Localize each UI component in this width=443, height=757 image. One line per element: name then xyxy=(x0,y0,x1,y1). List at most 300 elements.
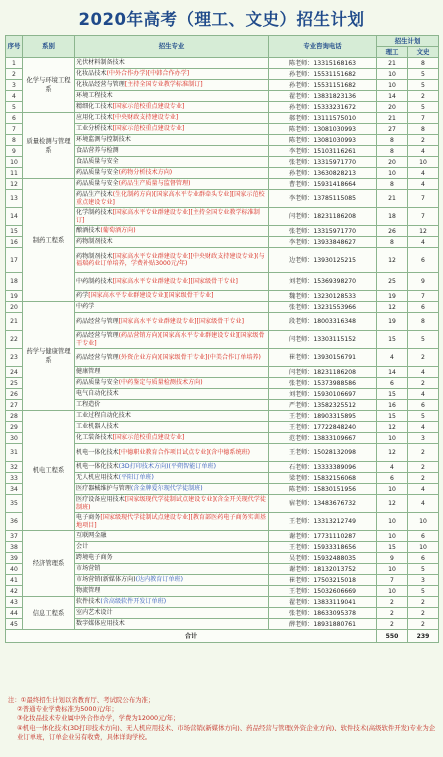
major-cell xyxy=(75,226,269,237)
major-name: 食品营养与检测 xyxy=(76,147,119,155)
contact-name: 严老师： xyxy=(288,401,314,409)
major-cell xyxy=(75,411,269,422)
science-quota: 10 xyxy=(377,484,408,495)
major-name: 健康管理 xyxy=(76,368,101,376)
science-quota: 10 xyxy=(377,513,408,531)
science-quota: 4 xyxy=(377,349,408,367)
department-cell: 制药工程系 xyxy=(23,179,75,302)
page-title: 2020年高考（理工、文史）招生计划 xyxy=(78,10,365,29)
row-index: 23 xyxy=(6,349,23,367)
major-name: 药物制剂技术 xyxy=(76,252,113,260)
contact-name: 张老师： xyxy=(288,227,314,235)
arts-quota: 12 xyxy=(408,226,439,237)
science-quota: 10 xyxy=(377,168,408,179)
phone-cell xyxy=(269,146,377,157)
arts-quota: 8 xyxy=(408,313,439,331)
department-cell: 经济管理系 xyxy=(23,531,75,597)
row-index: 38 xyxy=(6,542,23,553)
phone-number: 15931418664 xyxy=(313,180,357,188)
phone-cell xyxy=(269,80,377,91)
science-quota: 10 xyxy=(377,69,408,80)
major-note: (药品生产质量与监督管理) xyxy=(118,180,191,188)
phone-number: 15103116261 xyxy=(313,147,357,155)
major-cell xyxy=(75,168,269,179)
major-cell xyxy=(75,444,269,462)
phone-cell xyxy=(269,102,377,113)
contact-name: 谢老师： xyxy=(288,532,314,540)
phone-cell xyxy=(269,608,377,619)
row-index: 41 xyxy=(6,575,23,586)
major-cell xyxy=(75,102,269,113)
major-name: 工业过程自动化技术 xyxy=(76,412,131,420)
contact-name: 陈老师： xyxy=(288,485,314,493)
contact-name: 曹老师： xyxy=(288,180,314,188)
contact-name: 孙老师： xyxy=(288,169,314,177)
major-note: [国家高水平专业群建设专业][主持全国专业教学标准制订] xyxy=(76,209,260,224)
arts-quota: 4 xyxy=(408,389,439,400)
table-row xyxy=(6,58,439,69)
phone-cell xyxy=(269,444,377,462)
arts-quota: 5 xyxy=(408,586,439,597)
major-name: 跨境电子商务 xyxy=(76,554,113,562)
science-quota: 2 xyxy=(377,597,408,608)
phone-number: 13630828213 xyxy=(313,169,357,177)
contact-name: 王老师： xyxy=(288,449,314,456)
science-quota: 15 xyxy=(377,389,408,400)
science-quota: 15 xyxy=(377,411,408,422)
phone-number: 18231186208 xyxy=(313,213,357,220)
contact-name: 石老师： xyxy=(288,463,314,471)
department-cell: 机电工程系 xyxy=(23,411,75,531)
phone-cell xyxy=(269,135,377,146)
major-cell xyxy=(75,248,269,273)
science-quota: 19 xyxy=(377,313,408,331)
phone-number: 13483676732 xyxy=(313,500,357,507)
major-note: (含金牌爱尔现代学徒制班) xyxy=(130,485,203,493)
major-note: [国家示范校重点建设专业] xyxy=(112,103,185,111)
major-name: 药品质量与安全 xyxy=(76,379,119,387)
arts-quota: 4 xyxy=(408,179,439,190)
major-cell xyxy=(75,422,269,433)
major-name: 中药制药技术 xyxy=(76,277,113,285)
contact-name: 张老师： xyxy=(288,303,314,311)
major-cell xyxy=(75,473,269,484)
phone-cell xyxy=(269,179,377,190)
phone-number: 13831823136 xyxy=(313,92,357,100)
contact-name: 李老师： xyxy=(288,147,314,155)
major-name: 药品质量与安全 xyxy=(76,169,119,177)
contact-name: 宿老师： xyxy=(288,500,314,507)
major-note: (药物分析技术方向) xyxy=(118,169,173,177)
major-note: [国家高水平专业群建设专业][国家级骨干专业] xyxy=(112,277,238,285)
table-row xyxy=(6,113,439,124)
row-index: 29 xyxy=(6,422,23,433)
science-quota: 2 xyxy=(377,619,408,630)
major-name: 药学 xyxy=(76,292,89,300)
contact-name: 翟老师： xyxy=(288,92,314,100)
contact-name: 刘老师： xyxy=(288,278,314,285)
phone-number: 13930125215 xyxy=(313,256,357,264)
major-name: 药物制剂技术 xyxy=(76,238,113,246)
row-index: 22 xyxy=(6,331,23,349)
phone-number: 17731110287 xyxy=(313,532,357,540)
arts-quota: 4 xyxy=(408,168,439,179)
phone-number: 17722848240 xyxy=(313,423,357,431)
phone-number: 18003316348 xyxy=(313,318,357,325)
major-note: (达内教育订单班) xyxy=(135,576,184,584)
major-note: (葡萄酒方向) xyxy=(100,227,136,235)
science-quota: 10 xyxy=(377,433,408,444)
department-cell: 信息工程系 xyxy=(23,597,75,630)
major-cell xyxy=(75,302,269,313)
major-name: 电子商务 xyxy=(76,514,101,522)
phone-cell xyxy=(269,462,377,473)
footnote-line: ②普通专业学费标准为5000元/年； xyxy=(17,705,118,714)
total-arts: 239 xyxy=(408,630,439,643)
phone-cell xyxy=(269,113,377,124)
major-name: 医疗设备应用技术 xyxy=(76,496,125,504)
phone-cell xyxy=(269,157,377,168)
row-index: 19 xyxy=(6,291,23,302)
phone-cell xyxy=(269,349,377,367)
row-index: 10 xyxy=(6,157,23,168)
major-name: 精细化工技术 xyxy=(76,103,113,111)
arts-quota: 2 xyxy=(408,462,439,473)
row-index: 43 xyxy=(6,597,23,608)
contact-name: 刘老师： xyxy=(288,390,314,398)
header-major: 招生专业 xyxy=(75,36,269,58)
phone-number: 15832156068 xyxy=(313,474,357,482)
major-name: 药品经营与管理 xyxy=(76,332,119,340)
row-index: 42 xyxy=(6,586,23,597)
row-index: 24 xyxy=(6,367,23,378)
science-quota: 12 xyxy=(377,248,408,273)
arts-quota: 10 xyxy=(408,542,439,553)
major-cell xyxy=(75,575,269,586)
phone-number: 13081030993 xyxy=(313,125,357,133)
arts-quota: 4 xyxy=(408,422,439,433)
footnotes xyxy=(8,696,436,742)
major-cell xyxy=(75,91,269,102)
table-row xyxy=(6,531,439,542)
major-note: (含高级软件开发订单班) xyxy=(100,598,167,606)
major-cell xyxy=(75,331,269,349)
row-index: 27 xyxy=(6,400,23,411)
major-cell xyxy=(75,237,269,248)
phone-number: 13111575010 xyxy=(313,114,357,122)
contact-name: 李老师： xyxy=(288,238,314,246)
table-row xyxy=(6,302,439,313)
arts-quota: 10 xyxy=(408,513,439,531)
contact-name: 谢老师： xyxy=(288,565,314,573)
science-quota: 21 xyxy=(377,58,408,69)
row-index: 30 xyxy=(6,433,23,444)
contact-name: 郝老师： xyxy=(288,114,314,122)
department-cell: 质量检测与管理系 xyxy=(23,113,75,179)
contact-name: 陈老师： xyxy=(288,136,314,144)
major-name: 软件技术 xyxy=(76,598,101,606)
phone-number: 18903315895 xyxy=(313,412,357,420)
arts-quota: 9 xyxy=(408,273,439,291)
phone-cell xyxy=(269,69,377,80)
row-index: 25 xyxy=(6,378,23,389)
major-note: (中药鉴定与质量检测技术方向) xyxy=(118,379,203,387)
phone-number: 18931880761 xyxy=(313,620,357,628)
row-index: 40 xyxy=(6,564,23,575)
contact-name: 翟老师： xyxy=(288,598,314,606)
row-index: 15 xyxy=(6,226,23,237)
major-name: 环境监测与控制技术 xyxy=(76,136,131,144)
science-quota: 10 xyxy=(377,531,408,542)
contact-name: 闫老师： xyxy=(288,368,314,376)
phone-number: 13333389096 xyxy=(313,463,357,471)
phone-cell xyxy=(269,58,377,69)
major-cell xyxy=(75,513,269,531)
science-quota: 8 xyxy=(377,146,408,157)
phone-number: 15333231672 xyxy=(313,103,357,111)
contact-name: 张老师： xyxy=(288,609,314,617)
major-note: [国家高水平专业群建设专业][中央财政支持建设专业](与福瑞药业订单培养，学费补贴3000元/年) xyxy=(76,252,265,267)
arts-quota: 8 xyxy=(408,124,439,135)
row-index: 11 xyxy=(6,168,23,179)
contact-name: 李老师： xyxy=(288,195,314,202)
major-name: 会计 xyxy=(76,543,89,551)
major-note: [国家高水平专业群建设专业][国家级骨干专业] xyxy=(88,292,214,300)
contact-name: 陈老师： xyxy=(288,59,314,67)
major-name: 物流管理 xyxy=(76,587,101,595)
contact-name: 孙老师： xyxy=(288,81,314,89)
phone-number: 18633095378 xyxy=(313,609,357,617)
row-index: 1 xyxy=(6,58,23,69)
phone-number: 13303115152 xyxy=(313,336,357,343)
contact-name: 张老师： xyxy=(288,158,314,166)
major-cell xyxy=(75,367,269,378)
phone-number: 13231553966 xyxy=(313,303,357,311)
phone-cell xyxy=(269,168,377,179)
phone-cell xyxy=(269,484,377,495)
major-cell xyxy=(75,124,269,135)
total-row xyxy=(6,630,439,643)
contact-name: 范老师： xyxy=(288,434,314,442)
phone-number: 13313212749 xyxy=(313,518,357,525)
phone-cell xyxy=(269,331,377,349)
arts-quota: 6 xyxy=(408,302,439,313)
row-index: 31 xyxy=(6,444,23,462)
science-quota: 15 xyxy=(377,542,408,553)
phone-number: 13833119041 xyxy=(313,598,357,606)
major-name: 机电一体化技术 xyxy=(76,448,119,456)
contact-name: 梁老师： xyxy=(288,474,314,482)
table-row xyxy=(6,597,439,608)
science-quota: 15 xyxy=(377,331,408,349)
phone-cell xyxy=(269,389,377,400)
phone-number: 13785115085 xyxy=(313,195,357,202)
phone-cell xyxy=(269,237,377,248)
phone-cell xyxy=(269,495,377,513)
major-name: 药品生产技术 xyxy=(76,191,113,199)
major-cell xyxy=(75,273,269,291)
phone-cell xyxy=(269,291,377,302)
phone-number: 15930106697 xyxy=(313,390,357,398)
phone-number: 15932488035 xyxy=(313,554,357,562)
header-arts: 文史 xyxy=(408,47,439,58)
major-note: (生化制药方向)[国家高水平专业群牵头专业][国家示范校重点建设专业] xyxy=(76,191,265,206)
major-cell xyxy=(75,495,269,513)
science-quota: 20 xyxy=(377,157,408,168)
major-note: [主持全国专业教学标准制订] xyxy=(124,81,203,89)
major-name: 医疗器械维护与管理 xyxy=(76,485,131,493)
contact-name: 崔老师： xyxy=(288,354,314,361)
science-quota: 25 xyxy=(377,273,408,291)
science-quota: 14 xyxy=(377,91,408,102)
phone-number: 15531151682 xyxy=(313,70,357,78)
row-index: 17 xyxy=(6,248,23,273)
science-quota: 9 xyxy=(377,553,408,564)
science-quota: 12 xyxy=(377,495,408,513)
row-index: 32 xyxy=(6,462,23,473)
arts-quota: 2 xyxy=(408,135,439,146)
phone-number: 15373988586 xyxy=(313,379,357,387)
major-note: [国家级现代学徒制试点建设专业][教育部医药电子商务实训基地项目] xyxy=(76,514,266,529)
arts-quota: 6 xyxy=(408,531,439,542)
phone-cell xyxy=(269,124,377,135)
phone-cell xyxy=(269,513,377,531)
phone-cell xyxy=(269,91,377,102)
row-index: 28 xyxy=(6,411,23,422)
phone-cell xyxy=(269,575,377,586)
header-science: 理工 xyxy=(377,47,408,58)
phone-number: 15032606669 xyxy=(313,587,357,595)
arts-quota: 2 xyxy=(408,473,439,484)
major-name: 食品质量与安全 xyxy=(76,158,119,166)
major-name: 市场营销 xyxy=(76,565,101,573)
science-quota: 18 xyxy=(377,208,408,226)
department-cell: 化学与环境工程系 xyxy=(23,58,75,113)
arts-quota: 5 xyxy=(408,331,439,349)
arts-quota: 7 xyxy=(408,190,439,208)
contact-name: 张老师： xyxy=(288,379,314,387)
row-index: 20 xyxy=(6,302,23,313)
contact-name: 王老师： xyxy=(288,423,314,431)
science-quota: 12 xyxy=(377,444,408,462)
row-index: 12 xyxy=(6,179,23,190)
science-quota: 12 xyxy=(377,422,408,433)
arts-quota: 2 xyxy=(408,608,439,619)
phone-number: 13930156791 xyxy=(313,354,357,361)
contact-name: 闫老师： xyxy=(288,213,314,220)
science-quota: 4 xyxy=(377,462,408,473)
major-cell xyxy=(75,389,269,400)
contact-name: 吴老师： xyxy=(288,554,314,562)
major-name: 化学制药技术 xyxy=(76,209,113,217)
contact-name: 段老师： xyxy=(288,318,314,325)
major-cell xyxy=(75,400,269,411)
contact-name: 孙老师： xyxy=(288,103,314,111)
row-index: 33 xyxy=(6,473,23,484)
phone-number: 15531151682 xyxy=(313,81,357,89)
row-index: 16 xyxy=(6,237,23,248)
major-note: (外资企业方向)[国家级骨干专业](中美合作订单培养) xyxy=(118,353,261,361)
contact-name: 薛老师： xyxy=(288,620,314,628)
contact-name: 孙老师： xyxy=(288,70,314,78)
major-cell xyxy=(75,157,269,168)
major-name: 应用化工技术 xyxy=(76,114,113,122)
phone-number: 13833109667 xyxy=(313,434,357,442)
major-name: 环境工程技术 xyxy=(76,92,113,100)
contact-name: 崔老师： xyxy=(288,576,314,584)
arts-quota: 3 xyxy=(408,575,439,586)
phone-cell xyxy=(269,313,377,331)
major-cell xyxy=(75,58,269,69)
phone-cell xyxy=(269,422,377,433)
major-cell xyxy=(75,597,269,608)
phone-cell xyxy=(269,531,377,542)
science-quota: 26 xyxy=(377,226,408,237)
table-row xyxy=(6,179,439,190)
footnote-line: ④机电一体化技术(3D打印技术方向)、无人机应用技术、市场营销(新媒体方向)、药品经营与管理(外资企业方向)、软件技术(高级软件开发)专业为企业订单班，订单企业另有收费，具体详询学校。 xyxy=(17,723,436,741)
row-index: 36 xyxy=(6,513,23,531)
arts-quota: 5 xyxy=(408,80,439,91)
major-name: 药品质量与安全 xyxy=(76,180,119,188)
arts-quota: 10 xyxy=(408,157,439,168)
phone-cell xyxy=(269,302,377,313)
row-index: 3 xyxy=(6,80,23,91)
major-name: 数字媒体应用技术 xyxy=(76,620,125,628)
header-phone: 专业咨询电话 xyxy=(269,36,377,58)
contact-name: 王老师： xyxy=(288,412,314,420)
row-index: 21 xyxy=(6,313,23,331)
major-name: 室内艺术设计 xyxy=(76,609,113,617)
contact-name: 王老师： xyxy=(288,543,314,551)
major-note: [国家示范校重点建设专业] xyxy=(112,125,185,133)
phone-cell xyxy=(269,542,377,553)
major-cell xyxy=(75,208,269,226)
major-cell xyxy=(75,113,269,124)
major-cell xyxy=(75,586,269,597)
header-department: 系别 xyxy=(23,36,75,58)
phone-cell xyxy=(269,400,377,411)
science-quota: 21 xyxy=(377,190,408,208)
science-quota: 8 xyxy=(377,237,408,248)
row-index: 39 xyxy=(6,553,23,564)
phone-cell xyxy=(269,586,377,597)
major-cell xyxy=(75,190,269,208)
phone-number: 13315971770 xyxy=(313,227,357,235)
major-name: 无人机应用技术 xyxy=(76,474,119,482)
row-index: 9 xyxy=(6,146,23,157)
science-quota: 8 xyxy=(377,135,408,146)
major-name: 工程造价 xyxy=(76,401,101,409)
arts-quota: 6 xyxy=(408,553,439,564)
footnote-line: 注：①最终招生计划以省教育厅、考试院公布为准； xyxy=(8,696,155,704)
arts-quota: 8 xyxy=(408,58,439,69)
phone-number: 13315168163 xyxy=(313,59,357,67)
major-name: 工业机器人技术 xyxy=(76,423,119,431)
major-note: [国家级现代学徒制试点建设专业](含金开关现代学徒制班) xyxy=(76,496,266,511)
arts-quota: 5 xyxy=(408,102,439,113)
major-cell xyxy=(75,349,269,367)
phone-number: 13315971770 xyxy=(313,158,357,166)
contact-name: 边老师： xyxy=(288,256,314,264)
major-name: 中药学 xyxy=(76,303,95,311)
major-name: 市场营销(新媒体方向) xyxy=(76,576,136,584)
row-index: 7 xyxy=(6,124,23,135)
major-cell xyxy=(75,146,269,157)
science-quota: 10 xyxy=(377,564,408,575)
major-note: [中德职业教育合作项目试点专业](含中德系统班) xyxy=(118,448,251,456)
arts-quota: 3 xyxy=(408,433,439,444)
science-quota: 10 xyxy=(377,80,408,91)
